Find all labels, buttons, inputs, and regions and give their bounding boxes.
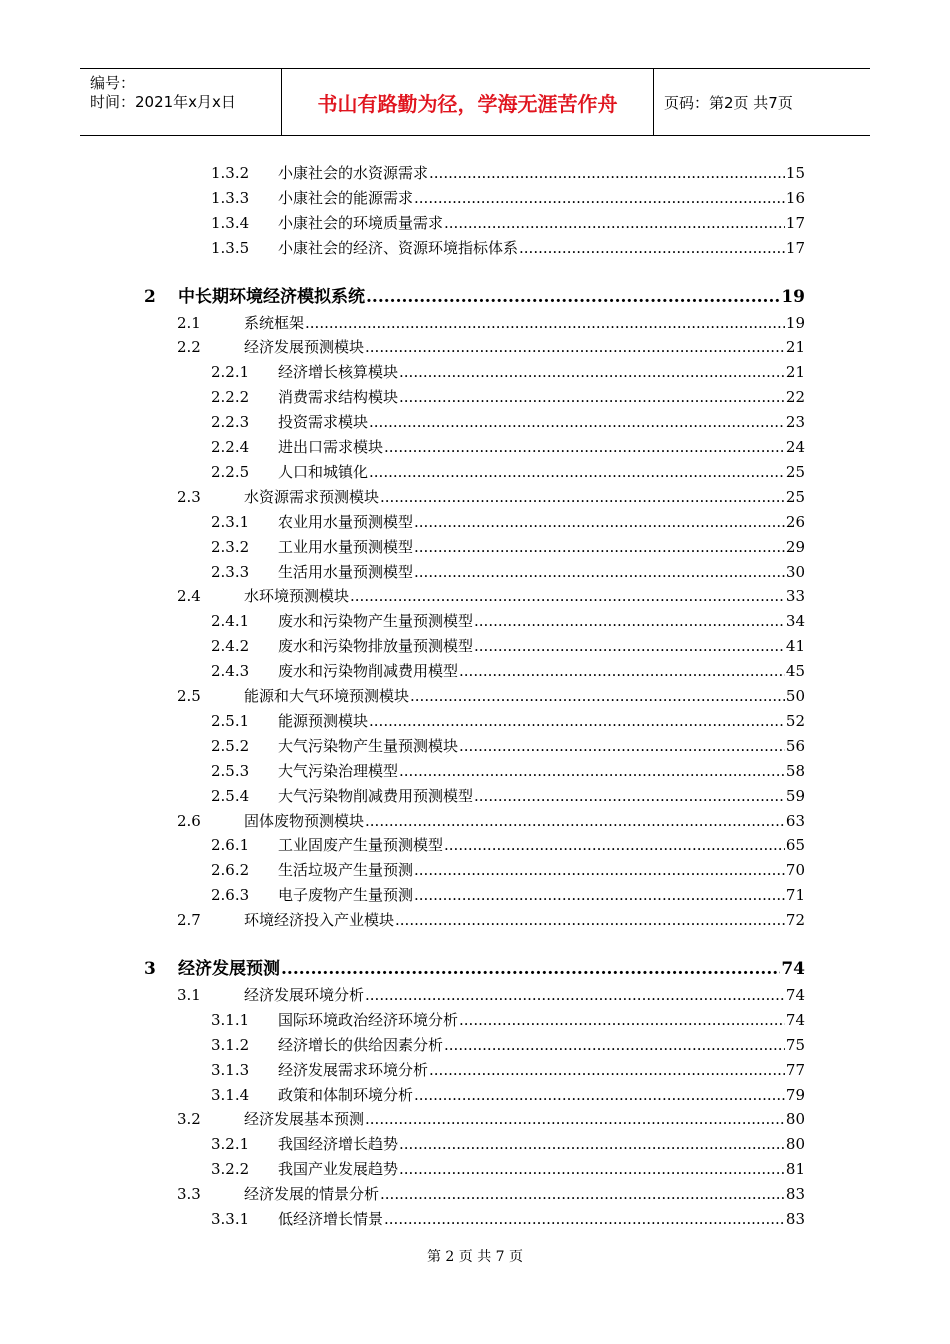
toc-entry-page: 79: [785, 1085, 805, 1104]
toc-entry-page: 45: [785, 662, 805, 681]
toc-entry-line: [278, 536, 805, 558]
toc-entry-line: [278, 411, 805, 433]
toc-entry[interactable]: [0, 984, 950, 1006]
toc-entry-number: 3.1.1: [211, 1010, 250, 1029]
toc-entry-number: 3.2.2: [211, 1160, 250, 1179]
toc-entry-line: [244, 486, 805, 508]
toc-entry[interactable]: [0, 361, 950, 383]
toc-entry-number: 2.3.2: [211, 537, 250, 556]
toc-dot-leader: [519, 237, 785, 259]
toc-dot-leader: [369, 411, 785, 433]
toc-entry-page: 83: [785, 1185, 805, 1204]
toc-dot-leader: [384, 436, 785, 458]
toc-entry-title: 能源和大气环境预测模块: [244, 687, 410, 705]
toc-entry-line: [244, 1183, 805, 1205]
toc-dot-leader: [369, 461, 785, 483]
toc-dot-leader: [305, 312, 785, 334]
toc-entry-number: 2.5.2: [211, 736, 250, 755]
toc-entry-title: 小康社会的水资源需求: [278, 164, 429, 182]
toc-entry[interactable]: [0, 785, 950, 807]
toc-entry-title: 中长期环境经济模拟系统: [178, 286, 365, 307]
toc-entry-page: 80: [785, 1110, 805, 1129]
toc-entry-number: 2.4.1: [211, 612, 250, 631]
toc-entry-page: 19: [785, 313, 805, 332]
toc-entry-page: 33: [785, 587, 805, 606]
toc-entry[interactable]: [0, 1158, 950, 1180]
toc-entry[interactable]: [0, 810, 950, 832]
toc-entry[interactable]: [0, 834, 950, 856]
toc-entry[interactable]: [0, 212, 950, 234]
toc-entry-number: 2.5.3: [211, 761, 250, 780]
toc-entry-title: 废水和污染物排放量预测模型: [278, 637, 474, 656]
header-page-info: 页码：第2页 共7页: [664, 93, 793, 112]
toc-entry-page: 83: [785, 1210, 805, 1228]
toc-entry-line: [244, 810, 805, 832]
toc-entry-number: 2.2: [177, 338, 201, 357]
toc-entry[interactable]: [0, 561, 950, 583]
toc-entry[interactable]: [0, 436, 950, 458]
toc-entry-page: 58: [785, 761, 805, 780]
toc-entry-page: 74: [785, 985, 805, 1004]
toc-entry-title: 消费需求结构模块: [278, 388, 399, 407]
toc-entry-title: 废水和污染物削减费用模型: [278, 662, 459, 681]
toc-dot-leader: [395, 909, 785, 931]
toc-entry-number: 1.3.3: [211, 188, 250, 207]
toc-dot-leader: [474, 635, 785, 657]
toc-entry-title: 固体废物预测模块: [244, 811, 365, 830]
toc-entry[interactable]: [0, 187, 950, 209]
toc-entry-page: 22: [785, 388, 805, 407]
toc-entry-number: 2.4.2: [211, 637, 250, 656]
toc-dot-leader: [429, 162, 785, 184]
toc-dot-leader: [414, 859, 785, 881]
toc-entry-line: [278, 785, 805, 807]
toc-entry-line: [278, 1059, 805, 1081]
toc-dot-leader: [365, 1108, 785, 1130]
toc-entry[interactable]: [0, 685, 950, 707]
toc-entry-number: 2.5: [177, 687, 201, 705]
toc-entry-title: 经济发展的情景分析: [244, 1185, 380, 1204]
toc-entry-number: 3.3: [177, 1185, 201, 1204]
toc-entry-number: 2.4: [177, 587, 201, 606]
toc-entry-page: 72: [785, 911, 805, 930]
toc-entry-line: [244, 984, 805, 1006]
toc-entry-line: [244, 909, 805, 931]
toc-dot-leader: [474, 785, 785, 807]
toc-entry-number: 2.2.4: [211, 438, 250, 456]
toc-entry-page: 81: [785, 1160, 805, 1179]
toc-entry-number: 2.3.3: [211, 562, 250, 581]
toc-dot-leader: [444, 1034, 785, 1056]
toc-dot-leader: [380, 486, 785, 508]
toc-dot-leader: [414, 511, 785, 533]
toc-entry-page: 74: [785, 1010, 805, 1029]
toc-entry[interactable]: [0, 958, 950, 980]
toc-entry-title: 政策和体制环境分析: [278, 1085, 414, 1104]
toc-entry-title: 小康社会的能源需求: [278, 188, 414, 207]
toc-entry-line: [244, 585, 805, 607]
toc-dot-leader: [414, 884, 785, 906]
toc-entry-page: 25: [785, 462, 805, 481]
toc-dot-leader: [350, 585, 785, 607]
toc-entry-title: 水环境预测模块: [244, 587, 350, 606]
toc-entry[interactable]: [0, 286, 950, 308]
toc-entry-title: 环境经济投入产业模块: [244, 911, 395, 930]
toc-entry-title: 水资源需求预测模块: [244, 487, 380, 506]
toc-entry-line: [244, 685, 805, 707]
toc-entry-number: 2.6.1: [211, 836, 250, 855]
toc-entry-title: 能源预测模块: [278, 711, 369, 730]
toc-entry-page: 15: [785, 164, 805, 182]
toc-entry-number: 2.5.1: [211, 711, 250, 730]
toc-entry-title: 经济发展基本预测: [244, 1110, 365, 1129]
toc-entry-number: 2.2.1: [211, 363, 250, 382]
toc-entry[interactable]: [0, 660, 950, 682]
toc-entry[interactable]: [0, 1108, 950, 1130]
toc-entry[interactable]: [0, 162, 950, 184]
toc-entry-title: 经济增长核算模块: [278, 363, 399, 382]
toc-entry[interactable]: [0, 760, 950, 782]
toc-entry-page: 75: [785, 1035, 805, 1054]
toc-entry-line: [278, 561, 805, 583]
toc-entry-title: 大气污染物削减费用预测模型: [278, 786, 474, 805]
toc-dot-leader: [365, 336, 785, 358]
toc-dot-leader: [410, 685, 785, 707]
toc-entry[interactable]: [0, 585, 950, 607]
toc-entry-number: 2.2.5: [211, 462, 250, 481]
toc-dot-leader: [281, 958, 780, 980]
toc-entry-page: 21: [785, 338, 805, 357]
toc-entry[interactable]: [0, 511, 950, 533]
toc-entry[interactable]: [0, 336, 950, 358]
toc-entry-line: [244, 312, 805, 334]
toc-entry-page: 80: [785, 1135, 805, 1154]
toc-entry-title: 系统框架: [244, 313, 305, 332]
toc-entry-title: 经济发展需求环境分析: [278, 1060, 429, 1079]
toc-entry-page: 21: [785, 363, 805, 382]
toc-entry-page: 59: [785, 786, 805, 805]
toc-entry-page: 17: [785, 238, 805, 257]
toc-dot-leader: [399, 361, 785, 383]
toc-dot-leader: [414, 187, 785, 209]
toc-entry-title: 大气污染物产生量预测模块: [278, 736, 459, 755]
toc-entry-line: [244, 336, 805, 358]
toc-entry[interactable]: [0, 411, 950, 433]
toc-entry-number: 3.2.1: [211, 1135, 250, 1154]
toc-entry-page: 34: [785, 612, 805, 631]
toc-entry-page: 74: [781, 959, 805, 979]
toc-entry-page: 26: [785, 512, 805, 531]
toc-entry-line: [278, 1009, 805, 1031]
toc-entry-page: 50: [785, 687, 805, 705]
toc-entry-title: 我国产业发展趋势: [278, 1160, 399, 1179]
toc-entry-title: 我国经济增长趋势: [278, 1135, 399, 1154]
toc-entry-page: 17: [785, 213, 805, 232]
toc-entry[interactable]: [0, 1133, 950, 1155]
toc-entry-title: 生活用水量预测模型: [278, 562, 414, 581]
toc-entry-page: 65: [785, 836, 805, 855]
toc-entry-line: [278, 834, 805, 856]
toc-entry-page: 56: [785, 736, 805, 755]
toc-entry-number: 1.3.5: [211, 238, 250, 257]
header-motto: 书山有路勤为径，学海无涯苦作舟: [282, 69, 654, 135]
toc-entry-page: 77: [785, 1060, 805, 1079]
toc-entry-title: 工业固废产生量预测模型: [278, 836, 444, 855]
toc-entry-line: [278, 1133, 805, 1155]
page-footer: 第 2 页 共 7 页: [426, 1249, 524, 1265]
toc-entry-title: 大气污染治理模型: [278, 761, 399, 780]
header-meta-cell: [80, 69, 282, 135]
toc-dot-leader: [459, 735, 785, 757]
toc-entry-line: [244, 1108, 805, 1130]
toc-entry-line: [178, 958, 805, 980]
toc-entry-line: [278, 187, 805, 209]
toc-dot-leader: [399, 386, 785, 408]
toc-entry-line: [278, 1158, 805, 1180]
toc-entry-title: 小康社会的经济、资源环境指标体系: [278, 238, 519, 257]
toc-entry-line: [278, 212, 805, 234]
toc-entry-line: [278, 610, 805, 632]
toc-entry-title: 低经济增长情景: [278, 1210, 384, 1228]
toc-entry[interactable]: [0, 1034, 950, 1056]
toc-entry-title: 电子废物产生量预测: [278, 886, 414, 905]
toc-entry-number: 3.1: [177, 985, 201, 1004]
toc-entry-page: 19: [781, 286, 805, 307]
toc-entry-line: [278, 386, 805, 408]
doc-time-label: 时间：2021年x月x日: [90, 93, 236, 111]
toc-entry[interactable]: [0, 610, 950, 632]
toc-entry-title: 农业用水量预测模型: [278, 512, 414, 531]
toc-entry-title: 人口和城镇化: [278, 462, 369, 481]
toc-entry-number: 3: [144, 959, 156, 979]
toc-dot-leader: [444, 212, 785, 234]
toc-entry[interactable]: [0, 536, 950, 558]
doc-code-label: 编号：: [90, 74, 136, 92]
toc-entry-page: 24: [785, 438, 805, 456]
toc-entry-number: 2.4.3: [211, 662, 250, 681]
toc-dot-leader: [399, 1133, 785, 1155]
toc-entry-number: 3.2: [177, 1110, 201, 1129]
toc-entry-title: 生活垃圾产生量预测: [278, 861, 414, 880]
toc-entry-page: 71: [785, 886, 805, 905]
toc-entry-number: 3.1.3: [211, 1060, 250, 1079]
toc-entry[interactable]: [0, 735, 950, 757]
toc-dot-leader: [366, 286, 780, 308]
toc-entry-number: 2.2.2: [211, 388, 250, 407]
toc-entry-line: [278, 635, 805, 657]
toc-entry-number: 2.6.3: [211, 886, 250, 905]
toc-dot-leader: [414, 561, 785, 583]
toc-entry-number: 3.1.4: [211, 1085, 250, 1104]
toc-entry-number: 2.3: [177, 487, 201, 506]
toc-dot-leader: [365, 984, 785, 1006]
toc-entry-line: [278, 162, 805, 184]
toc-entry-title: 经济增长的供给因素分析: [278, 1035, 444, 1054]
toc-entry-line: [278, 436, 805, 458]
toc-entry-line: [278, 859, 805, 881]
toc-entry-page: 70: [785, 861, 805, 880]
toc-entry-page: 52: [785, 711, 805, 730]
toc-entry-page: 16: [785, 188, 805, 207]
toc-entry[interactable]: [0, 1183, 950, 1205]
toc-entry-title: 经济发展环境分析: [244, 985, 365, 1004]
toc-entry-number: 2.3.1: [211, 512, 250, 531]
toc-entry-line: [278, 1208, 805, 1230]
toc-entry-number: 1.3.2: [211, 164, 250, 182]
toc-entry[interactable]: [0, 859, 950, 881]
toc-entry-page: 63: [785, 811, 805, 830]
toc-entry-line: [278, 660, 805, 682]
toc-entry-page: 29: [785, 537, 805, 556]
toc-entry-line: [278, 710, 805, 732]
toc-entry-line: [278, 760, 805, 782]
toc-dot-leader: [429, 1059, 785, 1081]
toc-entry-number: 3.1.2: [211, 1035, 250, 1054]
toc-entry-page: 41: [785, 637, 805, 656]
toc-entry-number: 2.2.3: [211, 413, 250, 432]
toc-dot-leader: [414, 536, 785, 558]
toc-dot-leader: [444, 834, 785, 856]
toc-entry-number: 2.6.2: [211, 861, 250, 880]
toc-entry[interactable]: [0, 884, 950, 906]
toc-entry-page: 30: [785, 562, 805, 581]
toc-entry-number: 2.5.4: [211, 786, 250, 805]
toc-entry-number: 1.3.4: [211, 213, 250, 232]
toc-entry[interactable]: [0, 1208, 950, 1230]
toc-dot-leader: [384, 1208, 785, 1230]
toc-dot-leader: [459, 660, 785, 682]
toc-entry-number: 3.3.1: [211, 1210, 250, 1228]
toc-entry[interactable]: [0, 237, 950, 259]
toc-entry-title: 投资需求模块: [278, 413, 369, 432]
toc-entry-line: [278, 1084, 805, 1106]
toc-entry-line: [278, 511, 805, 533]
toc-entry-number: 2.7: [177, 911, 201, 930]
toc-entry-line: [278, 1034, 805, 1056]
toc-entry-title: 小康社会的环境质量需求: [278, 213, 444, 232]
toc-entry-title: 工业用水量预测模型: [278, 537, 414, 556]
toc-entry-title: 国际环境政治经济环境分析: [278, 1010, 459, 1029]
toc-entry-title: 进出口需求模块: [278, 438, 384, 456]
toc-entry[interactable]: [0, 635, 950, 657]
page-header: [80, 68, 870, 136]
toc-entry-title: 废水和污染物产生量预测模型: [278, 612, 474, 631]
toc-entry[interactable]: [0, 909, 950, 931]
toc-entry[interactable]: [0, 710, 950, 732]
toc-entry-title: 经济发展预测模块: [244, 338, 365, 357]
toc-entry[interactable]: [0, 386, 950, 408]
toc-entry-line: [278, 461, 805, 483]
toc-entry-line: [278, 361, 805, 383]
toc-dot-leader: [459, 1009, 785, 1031]
toc-entry[interactable]: [0, 486, 950, 508]
toc-entry[interactable]: [0, 461, 950, 483]
toc-dot-leader: [414, 1084, 785, 1106]
toc-entry-page: 23: [785, 413, 805, 432]
toc-entry-line: [278, 735, 805, 757]
toc-entry-line: [178, 286, 805, 308]
toc-dot-leader: [399, 1158, 785, 1180]
toc-entry-number: 2.6: [177, 811, 201, 830]
toc-entry-number: 2.1: [177, 313, 201, 332]
toc-entry[interactable]: [0, 312, 950, 334]
toc-entry-page: 25: [785, 487, 805, 506]
toc-entry[interactable]: [0, 1084, 950, 1106]
toc-dot-leader: [369, 710, 785, 732]
toc-entry-line: [278, 884, 805, 906]
toc-entry[interactable]: [0, 1059, 950, 1081]
toc-dot-leader: [380, 1183, 785, 1205]
toc-entry-line: [278, 237, 805, 259]
toc-entry-number: 2: [144, 286, 156, 307]
toc-entry[interactable]: [0, 1009, 950, 1031]
toc-dot-leader: [365, 810, 785, 832]
toc-entry-title: 经济发展预测: [178, 959, 280, 979]
toc-dot-leader: [474, 610, 785, 632]
toc-dot-leader: [399, 760, 785, 782]
